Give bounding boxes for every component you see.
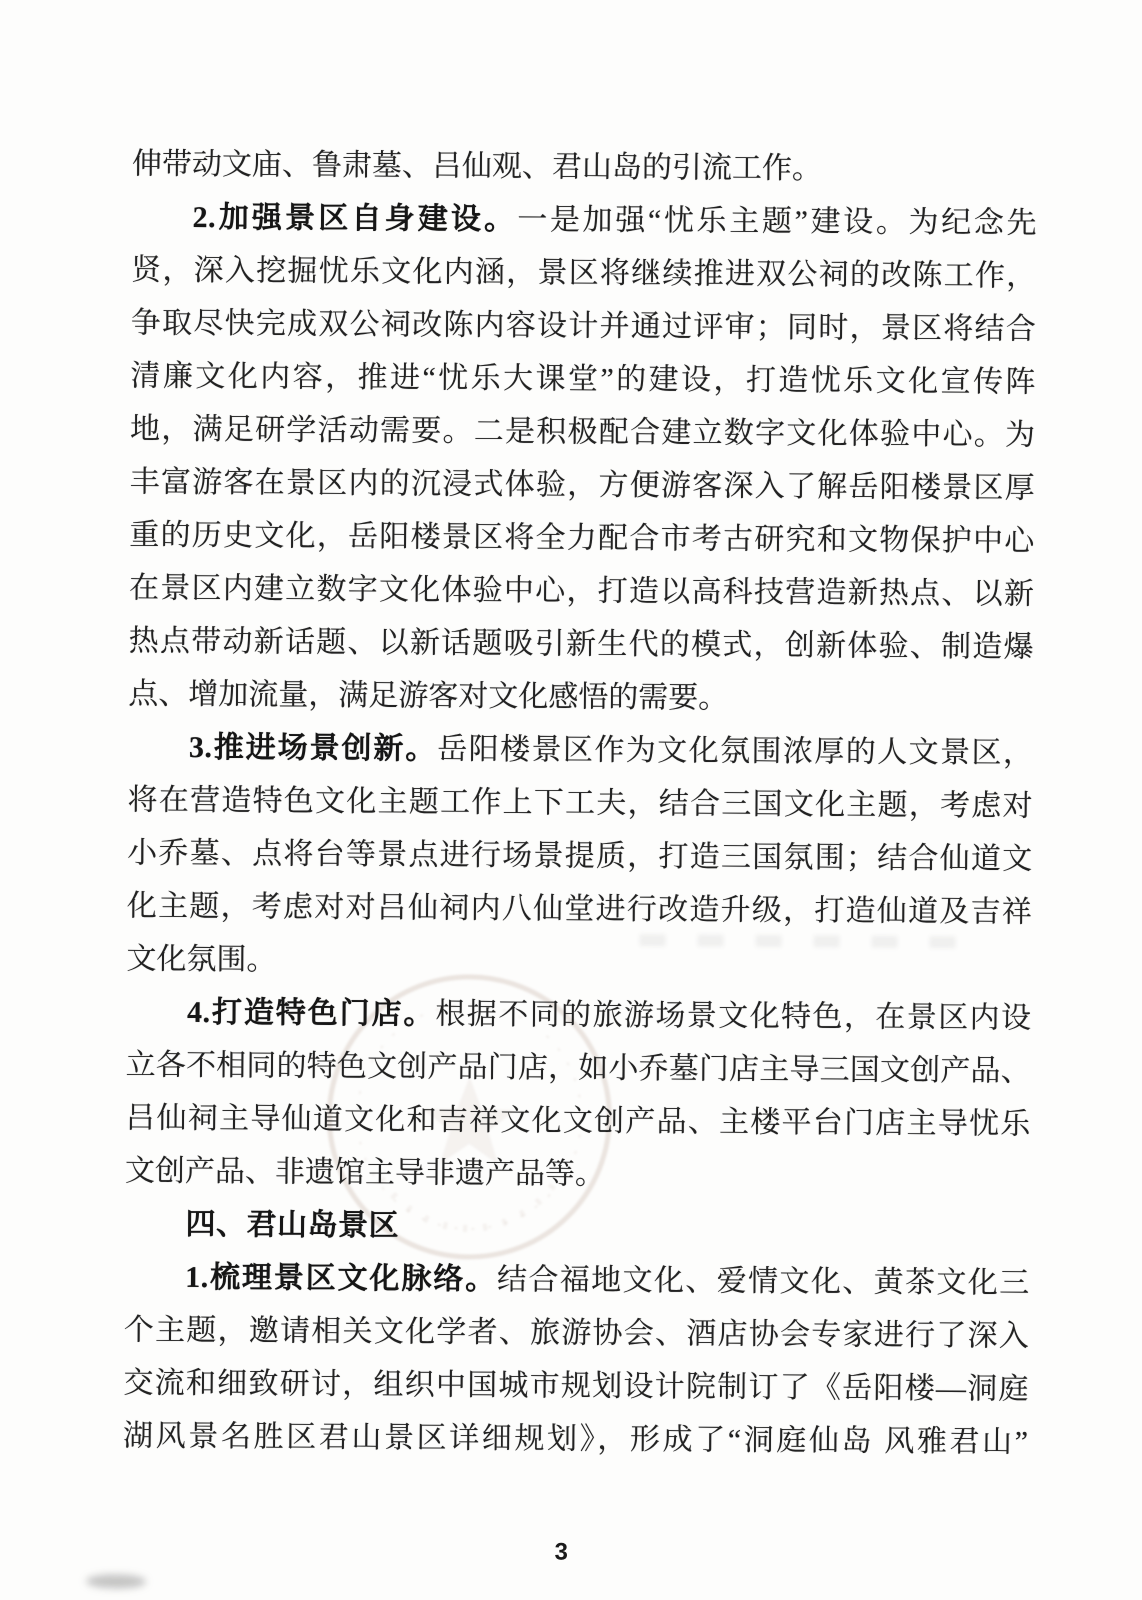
line-text: 结合福地文化、爱情文化、黄茶文化三 <box>496 1263 1030 1300</box>
text-line <box>129 509 1034 568</box>
text-line <box>125 1145 1030 1204</box>
text-line <box>129 562 1034 621</box>
text-line <box>126 986 1031 1045</box>
text-line <box>131 244 1036 303</box>
text-line <box>126 933 1031 992</box>
line-text: 一是加强“忧乐主题”建设。为纪念先 <box>517 203 1037 240</box>
corner-scan-smudge <box>86 1574 146 1588</box>
line-text: 文化氛围。 <box>126 942 277 977</box>
bold-lead-in: 4.打造特色门店。 <box>186 995 436 1031</box>
line-text: 个主题，邀请相关文化学者、旅游协会、酒店协会专家进行了深入 <box>123 1313 1029 1353</box>
line-text: 立各不相同的特色文创产品门店，如小乔墓门店主导三国文创产品、 <box>125 1048 1031 1088</box>
text-line <box>125 1039 1030 1098</box>
line-text: 小乔墓、点将台等景点进行场景提质，打造三国氛围；结合仙道文 <box>127 836 1033 876</box>
text-line <box>127 827 1032 886</box>
bold-lead-in: 1.梳理景区文化脉络。 <box>185 1260 498 1297</box>
text-line <box>124 1251 1029 1310</box>
page-number: 3 <box>554 1538 569 1566</box>
text-line <box>124 1304 1029 1363</box>
line-text: 争取尽快完成双公祠改陈内容设计并通过评审；同时，景区将结合 <box>130 306 1036 346</box>
line-text: 重的历史文化，岳阳楼景区将全力配合市考古研究和文物保护中心 <box>129 518 1035 558</box>
text-line <box>128 615 1033 674</box>
line-text: 吕仙祠主导仙道文化和吉祥文化文创产品、主楼平台门店主导忧乐 <box>125 1101 1031 1141</box>
text-line <box>127 880 1032 939</box>
line-text: 点、增加流量，满足游客对文化感悟的需要。 <box>128 677 729 715</box>
line-text: 化主题，考虑对对吕仙祠内八仙堂进行改造升级，打造仙道及吉祥 <box>126 889 1032 929</box>
line-text: 在景区内建立数字文化体验中心，打造以高科技营造新热点、以新 <box>128 571 1035 611</box>
line-text: 根据不同的旅游场景文化特色，在景区内设 <box>435 997 1032 1035</box>
text-line <box>127 774 1032 833</box>
text-line <box>128 721 1033 780</box>
text-line <box>123 1409 1028 1468</box>
text-line <box>130 456 1035 515</box>
text-line <box>128 668 1033 727</box>
line-text: 文创产品、非遗馆主导非遗产品等。 <box>124 1154 606 1191</box>
text-line <box>132 138 1037 197</box>
line-text: 将在营造特色文化主题工作上下工夫，结合三国文化主题，考虑对 <box>127 783 1033 823</box>
text-line <box>124 1198 1029 1257</box>
text-line <box>131 297 1036 356</box>
line-text: 丰富游客在景区内的沉浸式体验，方便游客深入了解岳阳楼景区厚 <box>129 465 1035 505</box>
bold-lead-in: 2.加强景区自身建设。 <box>192 200 518 237</box>
line-text: 湖风景名胜区君山景区详细规划》，形成了“洞庭仙岛 风雅君山” <box>122 1419 1029 1459</box>
text-line <box>125 1092 1030 1151</box>
line-text: 伸带动文庙、鲁肃墓、吕仙观、君山岛的引流工作。 <box>131 147 823 186</box>
line-text: 地，满足研学活动需要。二是积极配合建立数字文化体验中心。为 <box>130 412 1036 452</box>
line-text: 贤，深入挖掘忧乐文化内涵，景区将继续推进双公祠的改陈工作， <box>131 253 1037 293</box>
text-line <box>131 191 1036 250</box>
line-text: 热点带动新话题、以新话题吸引新生代的模式，创新体验、制造爆 <box>128 624 1034 664</box>
bold-lead-in: 3.推进场景创新。 <box>188 730 438 766</box>
text-line <box>123 1357 1028 1416</box>
line-text: 交流和细致研讨，组织中国城市规划设计院制订了《岳阳楼—洞庭 <box>123 1366 1029 1406</box>
line-text: 岳阳楼景区作为文化氛围浓厚的人文景区， <box>437 732 1034 770</box>
text-line <box>130 350 1035 409</box>
line-text: 清廉文化内容，推进“忧乐大课堂”的建设，打造忧乐文化宣传阵 <box>130 359 1036 399</box>
bold-lead-in: 四、君山岛景区 <box>185 1207 400 1243</box>
document-body <box>123 138 1037 1469</box>
text-line <box>130 403 1035 462</box>
